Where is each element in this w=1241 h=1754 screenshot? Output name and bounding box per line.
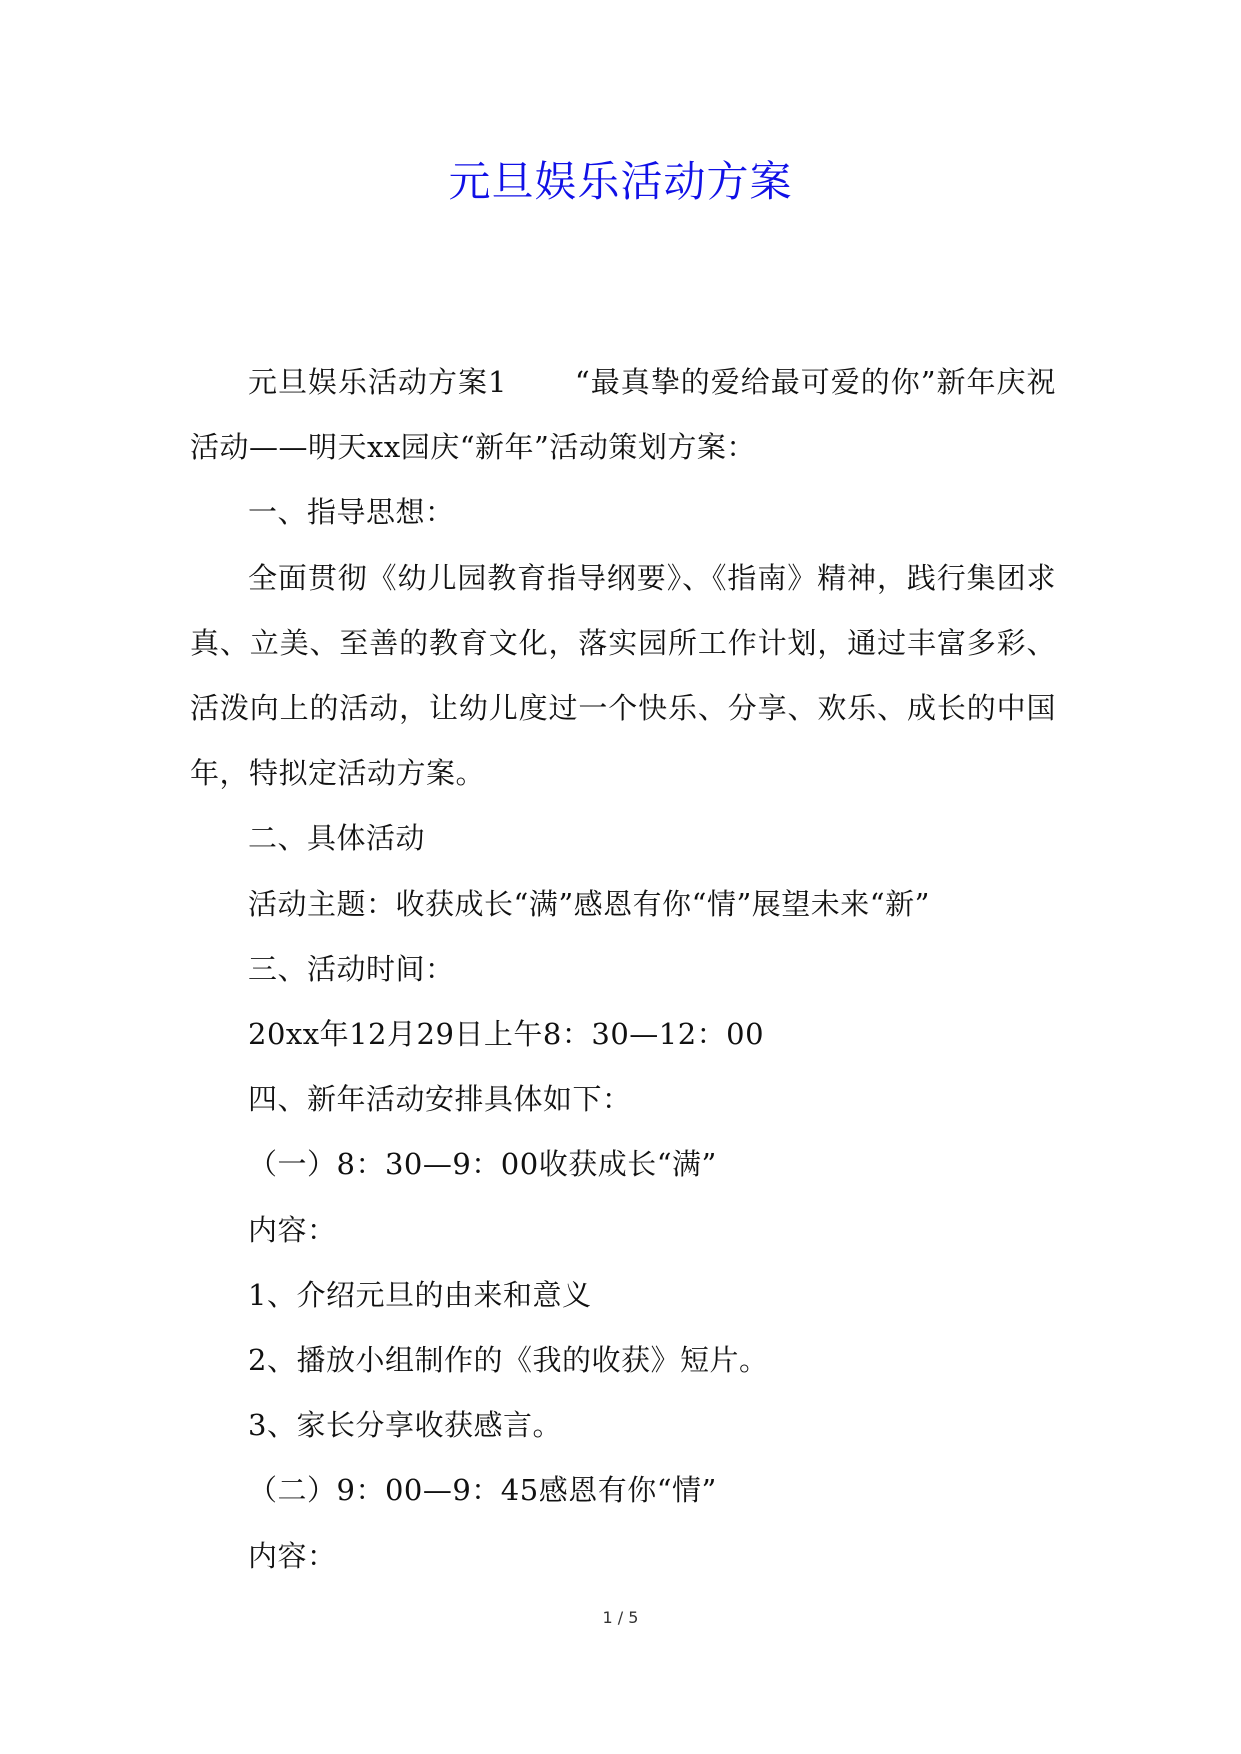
page-indicator: 1 / 5 [602,1608,639,1627]
heading-guiding-thought: 一、指导思想： [248,495,455,530]
list-item-2: 2、播放小组制作的《我的收获》短片。 [248,1343,769,1378]
list-item-3: 3、家长分享收获感言。 [248,1408,562,1443]
content-label-2: 内容： [248,1538,337,1573]
heading-schedule: 四、新年活动安排具体如下： [248,1082,632,1117]
document-body [190,350,1056,1589]
section-heading-plan-1: 元旦娱乐活动方案1 [248,365,507,399]
schedule-item-2: （二）9：00—9：45感恩有你“情” [248,1473,717,1508]
document-title: 元旦娱乐活动方案 [448,157,793,206]
heading-specific-activities: 二、具体活动 [248,821,426,856]
paragraph-activity-time: 20xx年12月29日上午8：30—12：00 [248,1017,765,1052]
paragraph-activity-theme: 活动主题：收获成长“满”感恩有你“情”展望未来“新” [248,886,930,921]
paragraph-intro [190,350,1056,480]
paragraph-guiding-thought: 全面贯彻《幼儿园教育指导纲要》、《指南》精神，践行集团求真、立美、至善的教育文化，落实园所工作计划，通过丰富多彩、活泼向上的活动，让幼儿度过一个快乐、分享、欢乐、成长的中国年，特拟定活动方案。 [190,560,1056,791]
heading-activity-time: 三、活动时间： [248,951,455,986]
content-label-1: 内容： [248,1212,337,1247]
intro-text: “最真挚的爱给最可爱的你”新年庆祝活动——明天xx园庆“新年”活动策划方案： [190,365,1057,465]
schedule-item-1: （一）8：30—9：00收获成长“满” [248,1147,717,1182]
list-item-1: 1、介绍元旦的由来和意义 [248,1277,592,1312]
